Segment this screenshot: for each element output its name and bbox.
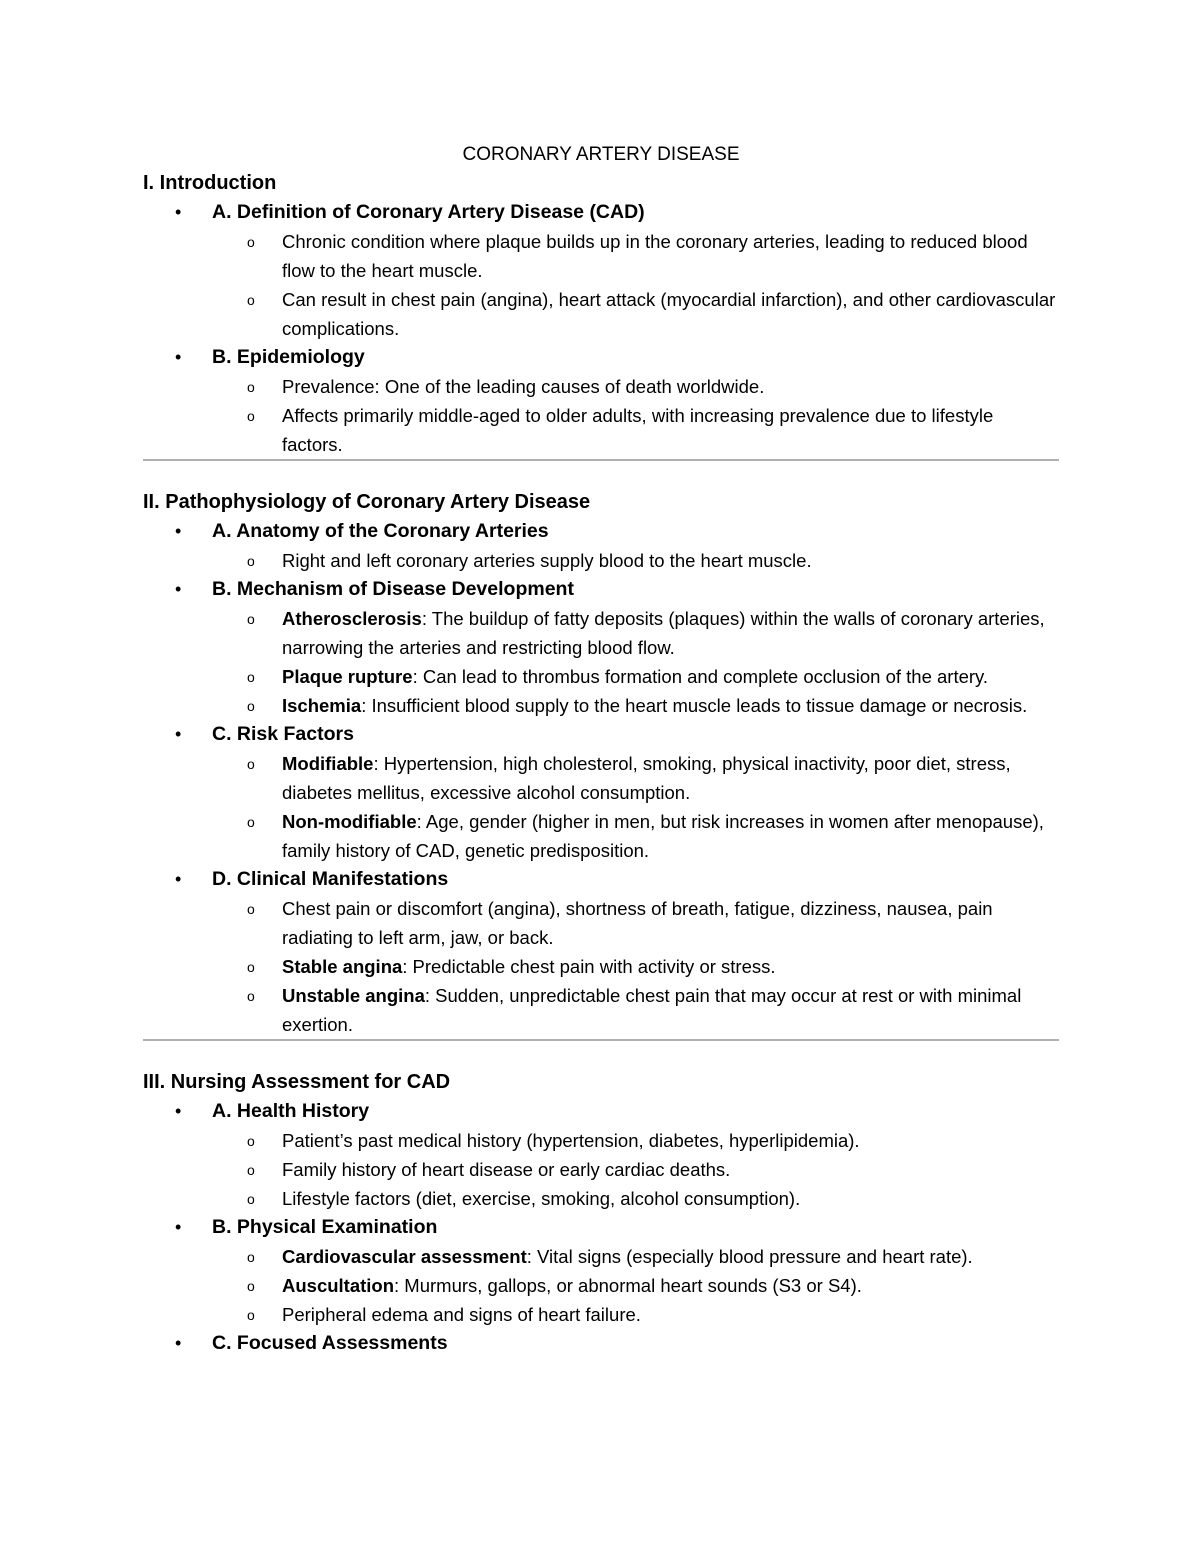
subsection-item xyxy=(143,1213,1059,1329)
bullet-icon: • xyxy=(175,202,182,222)
subsection-item xyxy=(143,1329,1059,1358)
point-text: : The buildup of fatty deposits (plaques) within the walls of coronary arteries, narrowing the arteries and restricting blood flow. xyxy=(282,608,1045,658)
point-text: : Vital signs (especially blood pressure and heart rate). xyxy=(526,1246,973,1267)
list-item xyxy=(212,1126,1059,1155)
bullet-icon: • xyxy=(175,347,182,367)
circle-bullet-icon: o xyxy=(247,1307,255,1323)
section-heading: II. Pathophysiology of Coronary Artery Disease xyxy=(143,491,591,513)
circle-bullet-icon: o xyxy=(247,553,255,569)
subsection-item xyxy=(143,720,1059,865)
bullet-icon: • xyxy=(175,1101,182,1121)
list-item xyxy=(212,1242,1059,1271)
point-text: : Age, gender (higher in men, but risk increases in women after menopause), family history of CAD, genetic predisposition. xyxy=(282,811,1044,861)
subsection-item xyxy=(143,343,1059,459)
point-list xyxy=(212,1126,1059,1213)
bullet-icon: • xyxy=(175,1217,182,1237)
circle-bullet-icon: o xyxy=(247,611,255,627)
subsection-heading: D. Clinical Manifestations xyxy=(212,868,449,890)
point-term: Atherosclerosis xyxy=(282,608,422,629)
list-item xyxy=(212,227,1059,285)
point-text: Prevalence: One of the leading causes of death worldwide. xyxy=(282,376,765,397)
list-item xyxy=(212,1184,1059,1213)
point-term: Auscultation xyxy=(282,1275,395,1296)
document-body xyxy=(143,169,1059,1358)
bullet-icon: • xyxy=(175,579,182,599)
list-item xyxy=(212,952,1059,981)
section-heading: III. Nursing Assessment for CAD xyxy=(143,1071,451,1093)
circle-bullet-icon: o xyxy=(247,698,255,714)
point-text: Affects primarily middle-aged to older adults, with increasing prevalence due to lifestyle factors. xyxy=(282,405,994,455)
point-term: Ischemia xyxy=(282,695,362,716)
subsection-heading: C. Risk Factors xyxy=(212,723,354,745)
point-term: Plaque rupture xyxy=(282,666,413,687)
list-item xyxy=(212,1271,1059,1300)
list-item xyxy=(212,662,1059,691)
subsection-item xyxy=(143,198,1059,343)
circle-bullet-icon: o xyxy=(247,814,255,830)
circle-bullet-icon: o xyxy=(247,1191,255,1207)
bullet-icon: • xyxy=(175,724,182,744)
subsection-list xyxy=(143,1097,1059,1358)
point-term: Unstable angina xyxy=(282,985,425,1006)
document-page xyxy=(143,140,1059,1358)
point-term: Cardiovascular assessment xyxy=(282,1246,527,1267)
circle-bullet-icon: o xyxy=(247,1133,255,1149)
section-divider xyxy=(143,1039,1059,1041)
subsection-heading: A. Anatomy of the Coronary Arteries xyxy=(212,520,549,542)
list-item xyxy=(212,807,1059,865)
subsection-heading: C. Focused Assessments xyxy=(212,1332,448,1354)
bullet-icon: • xyxy=(175,1333,182,1353)
document-title: CORONARY ARTERY DISEASE xyxy=(462,144,740,165)
subsection-list xyxy=(143,198,1059,459)
subsection-item xyxy=(143,1097,1059,1213)
circle-bullet-icon: o xyxy=(247,959,255,975)
list-item xyxy=(212,691,1059,720)
list-item xyxy=(212,604,1059,662)
section-heading: I. Introduction xyxy=(143,172,277,194)
list-item xyxy=(212,401,1059,459)
point-text: Can result in chest pain (angina), heart attack (myocardial infarction), and other cardiovascular complications. xyxy=(282,289,1056,339)
subsection-heading: A. Health History xyxy=(212,1100,370,1122)
circle-bullet-icon: o xyxy=(247,379,255,395)
point-text: Chronic condition where plaque builds up in the coronary arteries, leading to reduced blood flow to the heart muscle. xyxy=(282,231,1028,281)
point-text: Chest pain or discomfort (angina), shortness of breath, fatigue, dizziness, nausea, pain radiating to left arm, jaw, or back. xyxy=(282,898,993,948)
point-list xyxy=(212,894,1059,1039)
point-term: Non-modifiable xyxy=(282,811,417,832)
list-item xyxy=(212,749,1059,807)
point-text: : Hypertension, high cholesterol, smoking, physical inactivity, poor diet, stress, diabetes mellitus, excessive alcohol consumption. xyxy=(282,753,1011,803)
point-list xyxy=(212,1242,1059,1329)
point-text: : Sudden, unpredictable chest pain that may occur at rest or with minimal exertion. xyxy=(282,985,1022,1035)
point-text: Peripheral edema and signs of heart failure. xyxy=(282,1304,641,1325)
point-text: Right and left coronary arteries supply blood to the heart muscle. xyxy=(282,550,812,571)
point-term: Modifiable xyxy=(282,753,374,774)
section-divider xyxy=(143,459,1059,461)
point-text: Patient’s past medical history (hypertension, diabetes, hyperlipidemia). xyxy=(282,1130,860,1151)
list-item xyxy=(212,1300,1059,1329)
list-item xyxy=(212,546,1059,575)
circle-bullet-icon: o xyxy=(247,1249,255,1265)
subsection-heading: B. Mechanism of Disease Development xyxy=(212,578,574,600)
point-list xyxy=(212,749,1059,865)
subsection-item xyxy=(143,865,1059,1039)
list-item xyxy=(212,1155,1059,1184)
point-text: : Can lead to thrombus formation and complete occlusion of the artery. xyxy=(412,666,989,687)
circle-bullet-icon: o xyxy=(247,408,255,424)
point-list xyxy=(212,227,1059,343)
subsection-list xyxy=(143,517,1059,1039)
bullet-icon: • xyxy=(175,521,182,541)
subsection-heading: B. Epidemiology xyxy=(212,346,365,368)
circle-bullet-icon: o xyxy=(247,1278,255,1294)
list-item xyxy=(212,981,1059,1039)
point-text: : Insufficient blood supply to the heart muscle leads to tissue damage or necrosis. xyxy=(361,695,1028,716)
circle-bullet-icon: o xyxy=(247,988,255,1004)
point-text: Family history of heart disease or early cardiac deaths. xyxy=(282,1159,731,1180)
point-term: Stable angina xyxy=(282,956,403,977)
point-text: : Predictable chest pain with activity or stress. xyxy=(402,956,776,977)
list-item xyxy=(212,894,1059,952)
subsection-heading: A. Definition of Coronary Artery Disease (CAD) xyxy=(212,201,645,223)
point-text: : Murmurs, gallops, or abnormal heart sounds (S3 or S4). xyxy=(394,1275,862,1296)
circle-bullet-icon: o xyxy=(247,234,255,250)
subsection-item xyxy=(143,517,1059,575)
bullet-icon: • xyxy=(175,869,182,889)
list-item xyxy=(212,372,1059,401)
point-text: Lifestyle factors (diet, exercise, smoking, alcohol consumption). xyxy=(282,1188,801,1209)
subsection-heading: B. Physical Examination xyxy=(212,1216,438,1238)
circle-bullet-icon: o xyxy=(247,1162,255,1178)
circle-bullet-icon: o xyxy=(247,901,255,917)
point-list xyxy=(212,546,1059,575)
circle-bullet-icon: o xyxy=(247,292,255,308)
circle-bullet-icon: o xyxy=(247,669,255,685)
point-list xyxy=(212,372,1059,459)
list-item xyxy=(212,285,1059,343)
circle-bullet-icon: o xyxy=(247,756,255,772)
subsection-item xyxy=(143,575,1059,720)
point-list xyxy=(212,604,1059,720)
